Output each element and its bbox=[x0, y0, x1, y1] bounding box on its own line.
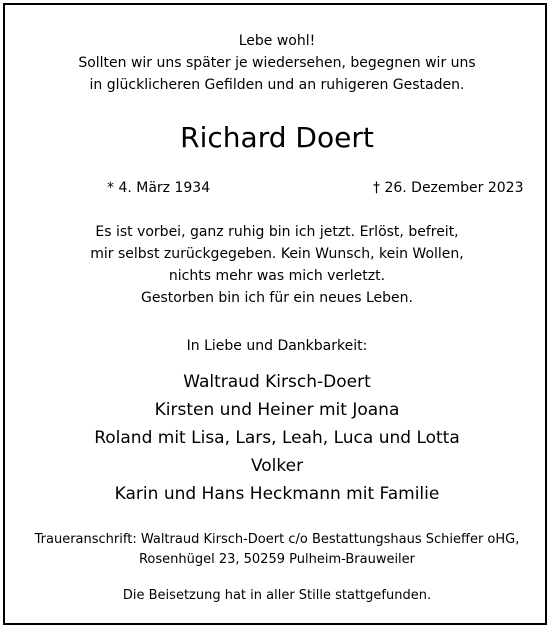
obituary-frame bbox=[3, 3, 547, 625]
mourning-address: Rosenhügel 23, 50259 Pulheim-Brauweiler bbox=[138, 552, 416, 567]
mourner-line: Kirsten und Heiner mit Joana bbox=[154, 400, 400, 420]
mourner-line: Roland mit Lisa, Lars, Leah, Luca und Lotta bbox=[94, 428, 460, 448]
death-date: † 26. Dezember 2023 bbox=[373, 180, 524, 196]
mourning-address: Traueranschrift: Waltraud Kirsch-Doert c/o Bestattungshaus Schieffer oHG, bbox=[34, 532, 520, 547]
poem-line: nichts mehr was mich verletzt. bbox=[168, 268, 386, 284]
mourner-line: Volker bbox=[250, 456, 304, 476]
deceased-name: Richard Doert bbox=[180, 121, 374, 154]
mourner-line: Karin und Hans Heckmann mit Familie bbox=[114, 484, 440, 504]
burial-note: Die Beisetzung hat in aller Stille stattgefunden. bbox=[122, 588, 432, 603]
poem-line: mir selbst zurückgegeben. Kein Wunsch, kein Wollen, bbox=[90, 246, 464, 262]
poem-line: Gestorben bin ich für ein neues Leben. bbox=[141, 290, 413, 306]
quote-line: in glücklicheren Gefilden und an ruhigeren Gestaden. bbox=[89, 77, 465, 93]
mourner-line: Waltraud Kirsch-Doert bbox=[183, 372, 371, 392]
quote-line: Lebe wohl! bbox=[238, 33, 316, 49]
quote-line: Sollten wir uns später je wiedersehen, begegnen wir uns bbox=[78, 55, 476, 71]
birth-date: * 4. März 1934 bbox=[107, 180, 211, 196]
poem-line: Es ist vorbei, ganz ruhig bin ich jetzt. Erlöst, befreit, bbox=[95, 224, 459, 240]
gratitude-intro: In Liebe und Dankbarkeit: bbox=[186, 338, 368, 354]
